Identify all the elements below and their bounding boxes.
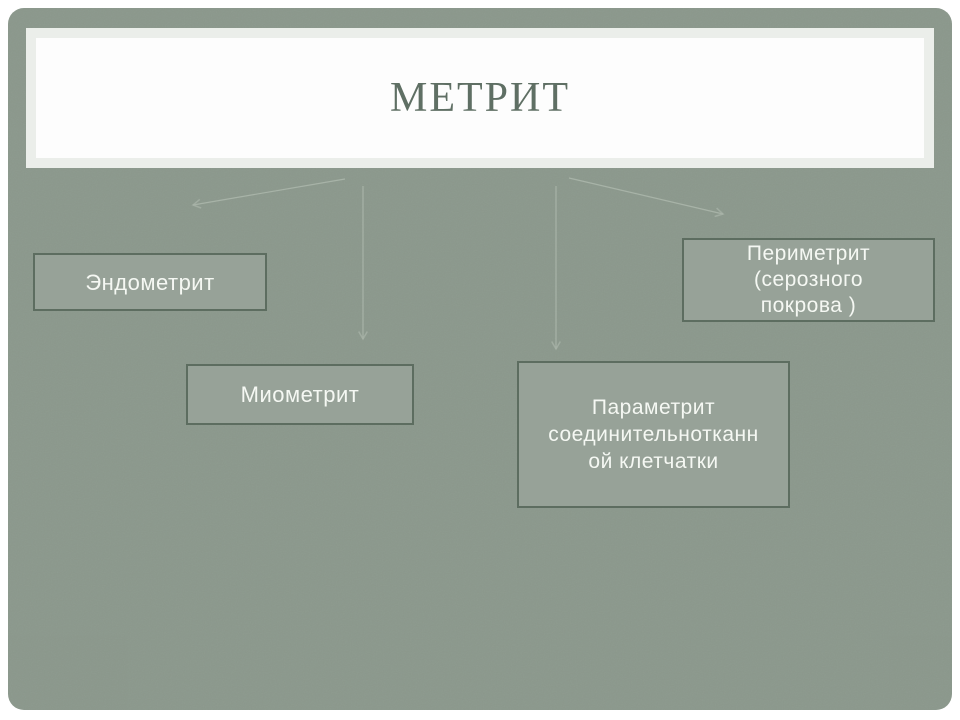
node-perimetrit-line-2: (серозного	[753, 268, 864, 291]
node-parametrit-line-1: Параметрит	[591, 396, 716, 419]
node-perimetrit	[682, 238, 935, 322]
node-miometrit	[186, 364, 414, 425]
title-placeholder	[26, 28, 934, 168]
title-panel	[36, 38, 924, 158]
slide-title: МЕТРИТ	[390, 75, 570, 121]
node-parametrit-line-3: ой клетчатки	[588, 450, 719, 473]
node-perimetrit-line-1: Периметрит	[746, 242, 871, 265]
node-endometrit	[33, 253, 267, 311]
node-miometrit-label: Миометрит	[240, 382, 360, 407]
node-endometrit-label: Эндометрит	[85, 269, 215, 295]
node-parametrit	[517, 361, 790, 508]
node-perimetrit-line-3: покрова )	[760, 294, 857, 317]
node-parametrit-line-2: соединительнотканн	[548, 423, 759, 446]
